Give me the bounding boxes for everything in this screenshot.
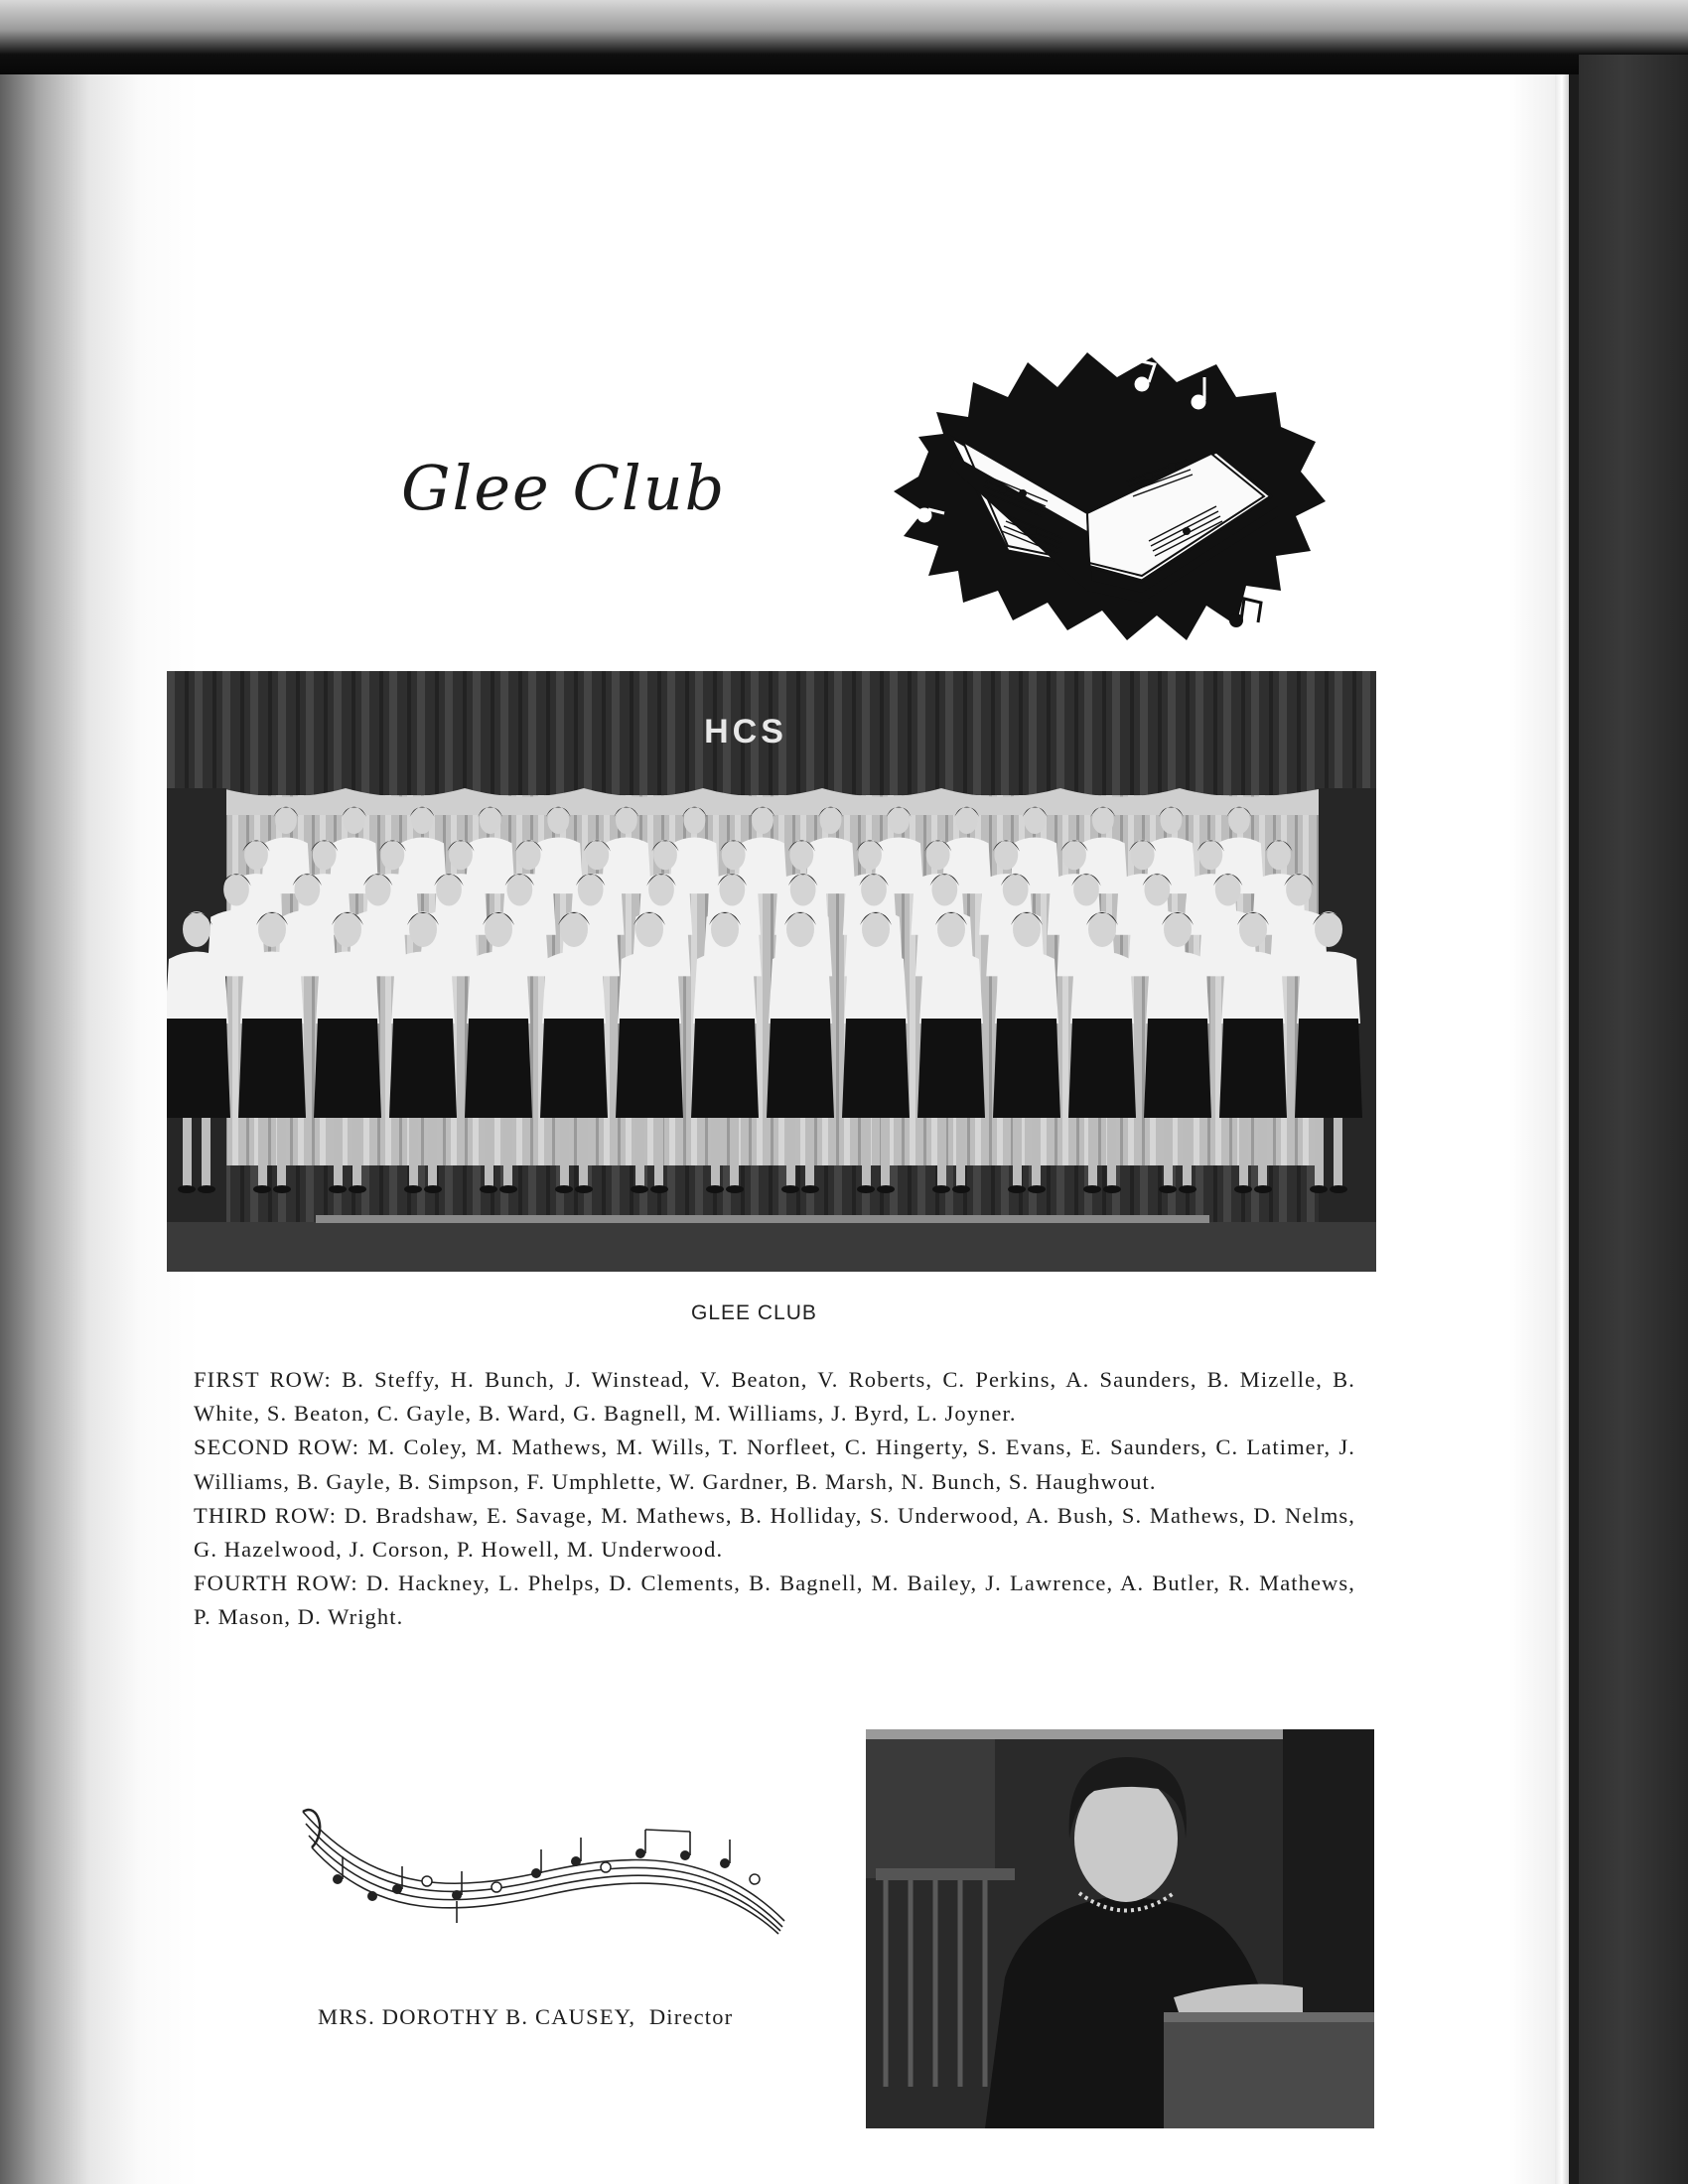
hcs-banner: HCS bbox=[704, 713, 787, 751]
book-cover-edge bbox=[1579, 55, 1688, 2184]
roster-row-fourth: FOURTH ROW: D. Hackney, L. Phelps, D. Clements, B. Bagnell, M. Bailey, J. Lawrence, A. Butler, R. Mathews, P. Mason, D. Wright. bbox=[194, 1570, 1355, 1630]
page-title: Glee Club bbox=[401, 452, 727, 524]
roster-row-second: SECOND ROW: M. Coley, M. Mathews, M. Wills, T. Norfleet, C. Hingerty, S. Evans, E. Saunders, C. Latimer, J. Williams, B. Gayle, B. Simpson, F. Umphlette, W. Gardner, B. Marsh, N. Bunch, S. Haughwout. bbox=[194, 1434, 1355, 1494]
scanner-top-edge bbox=[0, 0, 1688, 74]
songbook-illustration bbox=[889, 342, 1326, 645]
director-portrait-photo bbox=[866, 1729, 1374, 2128]
member-roster bbox=[194, 1363, 1355, 1635]
page-edge bbox=[1555, 74, 1569, 2184]
glee-club-group-photo bbox=[167, 671, 1376, 1272]
roster-row-first: FIRST ROW: B. Steffy, H. Bunch, J. Winstead, V. Beaton, V. Roberts, C. Perkins, A. Saunders, B. Mizelle, B. White, S. Beaton, C. Gayle, B. Ward, G. Bagnell, M. Williams, J. Byrd, L. Joyner. bbox=[194, 1367, 1355, 1427]
yearbook-page bbox=[0, 74, 1555, 2184]
roster-row-third: THIRD ROW: D. Bradshaw, E. Savage, M. Mathews, B. Holliday, S. Underwood, A. Bush, S. Mathews, D. Nelms, G. Hazelwood, J. Corson, P. Howell, M. Underwood. bbox=[194, 1502, 1356, 1563]
photo-caption: GLEE CLUB bbox=[691, 1301, 817, 1324]
music-staff-ornament bbox=[298, 1802, 794, 1936]
director-caption: MRS. DOROTHY B. CAUSEY, Director bbox=[318, 2004, 734, 2029]
